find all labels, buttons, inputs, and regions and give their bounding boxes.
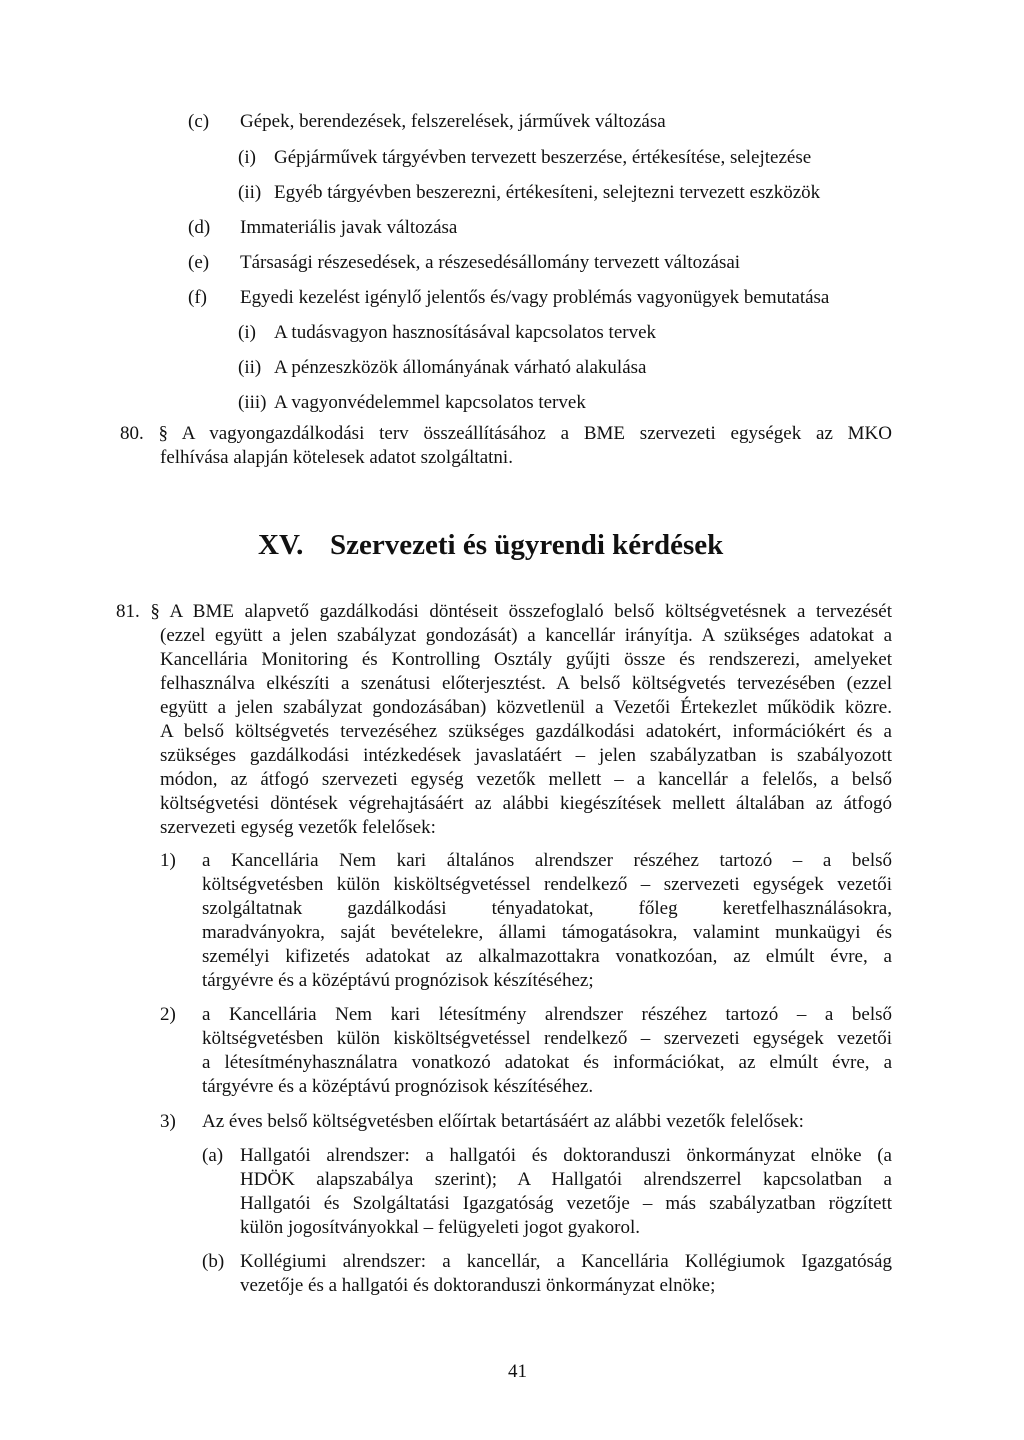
item-1-line-2: költségvetésben külön kisköltségvetéssel rendelkező – szervezeti egységek vezetői [202,874,892,895]
page-number: 41 [508,1361,527,1382]
paragraph-80-line-2: felhívása alapján kötelesek adatot szolgáltatni. [160,447,513,468]
paragraph-81-line-8: módon, az átfogó szervezeti egység vezetők mellett – a kancellár a felelős, a belső [160,769,892,790]
list-label-d: (d) [188,217,211,238]
list-label-f: (f) [188,287,207,308]
item-2-line-1: a Kancellária Nem kari létesítmény alrendszer részéhez tartozó – a belső [202,1004,892,1025]
subitem-a-line-3: Hallgatói és Szolgáltatási Igazgatóság vezetője – más szabályzatban rögzített [240,1193,892,1214]
chapter-title: Szervezeti és ügyrendi kérdések [330,529,724,561]
item-3-number: 3) [160,1111,176,1132]
list-label-c: (c) [188,111,210,132]
subitem-b-line-1: Kollégiumi alrendszer: a kancellár, a Kancellária Kollégiumok Igazgatóság [240,1251,892,1272]
subitem-a-line-2: HDÖK alapszabálya szerint); A Hallgatói alrendszerrel kapcsolatban a [240,1169,892,1190]
item-1-line-1: a Kancellária Nem kari általános alrendszer részéhez tartozó – a belső [202,850,892,871]
chapter-number: XV. [258,529,304,561]
sublist-item-f-i: A tudásvagyon hasznosításával kapcsolatos tervek [274,322,657,343]
list-item-f: Egyedi kezelést igénylő jelentős és/vagy problémás vagyonügyek bemutatása [240,287,830,308]
paragraph-81-line-7: szükséges gazdálkodási intézkedések javaslatáért – jelen szabályzatban is szabályozott [160,745,892,766]
paragraph-81-line-5: együtt a jelen szabályzat gondozásában) közvetlenül a Vezetői Értekezlet működik közre. [160,697,892,718]
sublist-item-f-ii: A pénzeszközök állományának várható alakulása [274,357,647,378]
subitem-a-line-4: külön jogosítványokkal – felügyeleti jogot gyakorol. [240,1217,640,1238]
subitem-a-label: (a) [202,1145,224,1166]
paragraph-81-line-1: 81. § A BME alapvető gazdálkodási döntéseit összefoglaló belső költségvetésnek a tervezését [116,601,892,622]
sublist-label-f-ii: (ii) [238,357,262,378]
item-1-line-3: szolgáltatnak gazdálkodási tényadatokat, főleg keretfelhasználásokra, [202,898,892,919]
paragraph-81-line-9: költségvetési döntések végrehajtásáért az alábbi kiegészítések mellett általában az átfogó [160,793,892,814]
subitem-b-line-2: vezetője és a hallgatói és doktoranduszi önkormányzat elnöke; [240,1275,716,1296]
item-3-text: Az éves belső költségvetésben előírtak betartásáért az alábbi vezetők felelősek: [202,1111,804,1132]
subitem-b-label: (b) [202,1251,225,1272]
paragraph-81-line-3: Kancellária Monitoring és Kontrolling Osztály gyűjti össze és rendszerezi, amelyeket [160,649,892,670]
paragraph-81-line-2: (ezzel együtt a jelen szabályzat gondozását) a kancellár irányítja. A szükséges adatokat a [160,625,892,646]
item-2-number: 2) [160,1004,176,1025]
item-1-number: 1) [160,850,176,871]
item-1-line-4: maradványokra, saját bevételekre, állami támogatásokra, valamint munkaügyi és [202,922,892,943]
paragraph-81-line-10: szervezeti egység vezetők felelősek: [160,817,436,838]
list-item-d: Immateriális javak változása [240,217,458,238]
item-2-line-4: tárgyévre és a középtávú prognózisok készítéséhez. [202,1076,594,1097]
item-2-line-3: a létesítményhasználatra vonatkozó adatokat és információkat, az elmúlt évre, a [202,1052,892,1073]
sublist-label-c-ii: (ii) [238,182,262,203]
paragraph-80-line-1: 80. § A vagyongazdálkodási terv összeállításához a BME szervezeti egységek az MKO [120,423,892,444]
paragraph-81-line-6: A belső költségvetés tervezéséhez szükséges gazdálkodási adatokért, információkért és a [160,721,892,742]
sublist-label-c-i: (i) [238,147,256,168]
sublist-item-c-ii: Egyéb tárgyévben beszerezni, értékesíteni, selejtezni tervezett eszközök [274,182,821,203]
sublist-item-f-iii: A vagyonvédelemmel kapcsolatos tervek [274,392,586,413]
subitem-a-line-1: Hallgatói alrendszer: a hallgatói és doktoranduszi önkormányzat elnöke (a [240,1145,892,1166]
item-2-line-2: költségvetésben külön kisköltségvetéssel rendelkező – szervezeti egységek vezetői [202,1028,892,1049]
sublist-label-f-i: (i) [238,322,256,343]
sublist-label-f-iii: (iii) [238,392,267,413]
sublist-item-c-i: Gépjárművek tárgyévben tervezett beszerzése, értékesítése, selejtezése [274,147,812,168]
item-1-line-5: személyi kifizetés adatokat az alkalmazottakra vonatkozóan, az elmúlt évre, a [202,946,892,967]
item-1-line-6: tárgyévre és a középtávú prognózisok készítéséhez; [202,970,594,991]
list-label-e: (e) [188,252,210,273]
paragraph-81-line-4: felhasználva elkészíti a szenátusi előterjesztést. A belső költségvetés tervezésében (ezzel [160,673,892,694]
list-item-c: Gépek, berendezések, felszerelések, járművek változása [240,111,666,132]
list-item-e: Társasági részesedések, a részesedésállomány tervezett változásai [240,252,741,273]
